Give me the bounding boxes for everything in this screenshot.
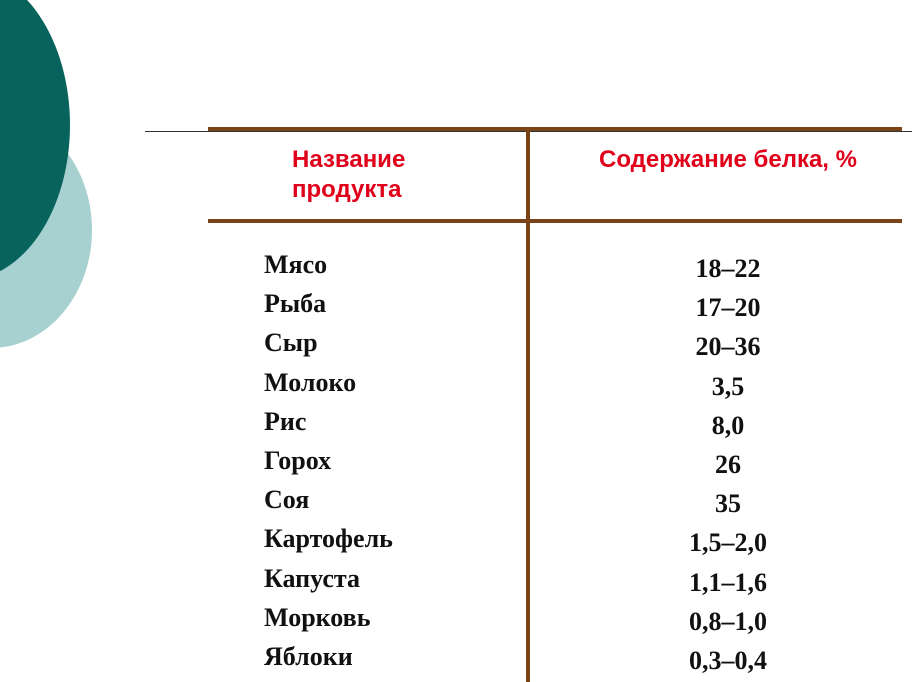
product-name-cell: Морковь <box>264 602 371 632</box>
table-row <box>208 640 902 679</box>
product-name-cell: Горох <box>264 445 332 475</box>
protein-value-cell: 0,3–0,4 <box>689 645 767 675</box>
protein-value-cell: 1,5–2,0 <box>689 528 767 558</box>
protein-value-cell: 17–20 <box>695 293 761 323</box>
header-product-name: Название продукта <box>292 146 406 203</box>
table-top-border <box>208 127 902 131</box>
table-row <box>208 601 902 640</box>
protein-value-cell: 0,8–1,0 <box>689 606 767 636</box>
header-protein-content: Содержание белка, % <box>599 146 857 173</box>
protein-value-cell: 3,5 <box>711 371 745 401</box>
protein-value-cell: 20–36 <box>695 332 761 362</box>
table-row <box>208 366 902 405</box>
table-row <box>208 562 902 601</box>
table-row <box>208 326 902 365</box>
product-name-cell: Картофель <box>264 524 393 554</box>
table-row <box>208 483 902 522</box>
protein-value-cell: 26 <box>715 449 741 479</box>
table-header-border <box>208 219 902 223</box>
product-name-cell: Рыба <box>264 289 327 319</box>
table-row <box>208 405 902 444</box>
protein-value-cell: 18–22 <box>695 254 761 283</box>
table-row <box>208 248 902 287</box>
protein-value-cell: 8,0 <box>711 410 745 440</box>
protein-table <box>208 127 902 682</box>
table-row <box>208 522 902 561</box>
product-name-cell: Соя <box>264 485 310 515</box>
product-name-cell: Сыр <box>264 328 318 358</box>
table-row <box>208 444 902 483</box>
table-row <box>208 287 902 326</box>
product-name-cell: Мясо <box>264 250 328 279</box>
product-name-cell: Яблоки <box>264 641 353 671</box>
table-body <box>208 248 902 679</box>
product-name-cell: Капуста <box>264 563 360 593</box>
product-name-cell: Рис <box>264 406 307 436</box>
protein-value-cell: 1,1–1,6 <box>689 567 767 597</box>
product-name-cell: Молоко <box>264 367 357 397</box>
protein-value-cell: 35 <box>715 489 741 519</box>
